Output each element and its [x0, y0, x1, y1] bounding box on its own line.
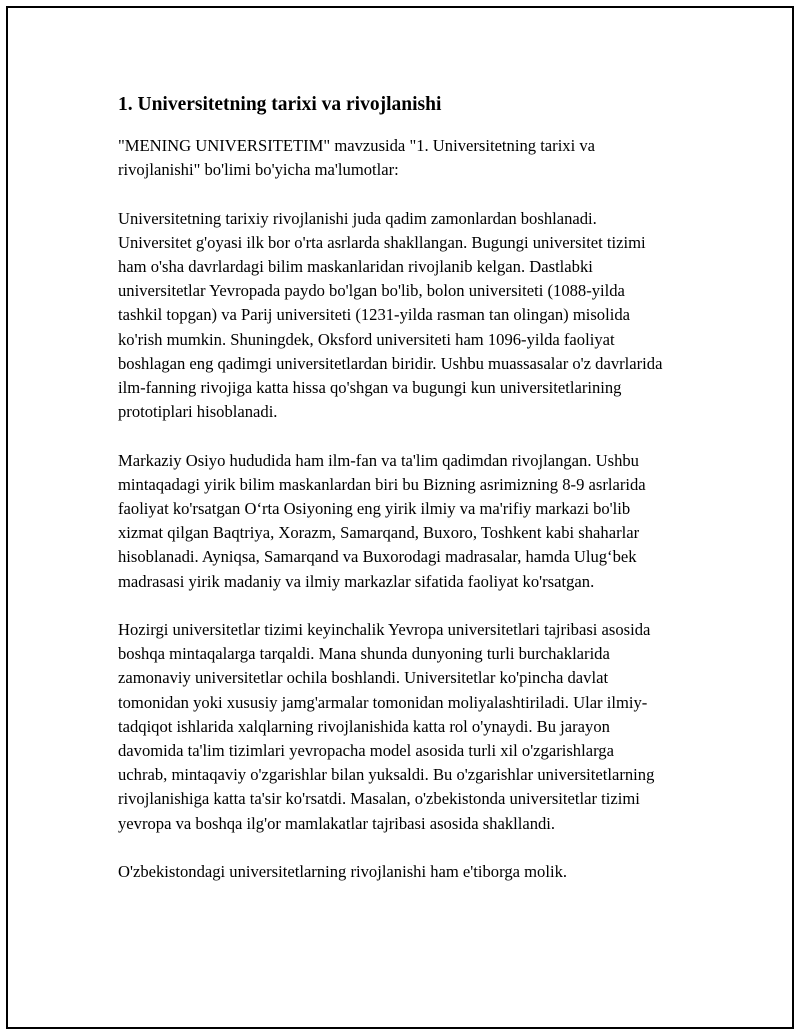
document-body [118, 92, 663, 908]
modern-universities-paragraph: Hozirgi universitetlar tizimi keyinchalik Yevropa universitetlari tajribasi asosida boshqa mintaqalarga tarqaldi. Mana shunda dunyoning turli burchaklarida zamonaviy universitetlar ochila boshlandi. Universitetlar ko'pincha davlat tomonidan yoki xususiy jamg'armalar tomonidan moliyalashtiriladi. Ular ilmiy-tadqiqot ishlarida xalqlarning rivojlanishida katta rol o'ynaydi. Bu jarayon davomida ta'lim tizimlari yevropacha model asosida turli xil o'zgarishlarga uchrab, mintaqaviy o'zgarishlar bilan yuksaldi. Bu o'zgarishlar universitetlarning rivojlanishiga katta ta'sir ko'rsatdi. Masalan, o'zbekistonda universitetlar tizimi yevropa va boshqa ilg'or mamlakatlar tajribasi asosida shakllandi. [118, 620, 655, 833]
history-paragraph: Universitetning tarixiy rivojlanishi juda qadim zamonlardan boshlanadi. Universitet g'oyasi ilk bor o'rta asrlarda shakllangan. Bugungi universitet tizimi ham o'sha davrlardagi bilim maskanlaridan rivojlanib kelgan. Dastlabki universitetlar Yevropada paydo bo'lgan bo'lib, bolon universiteti (1088-yilda tashkil topgan) va Parij universiteti (1231-yilda rasman tan olingan) misolida ko'rish mumkin. Shuningdek, Oksford universiteti ham 1096-yilda faoliyat boshlagan eng qadimgi universitetlardan biridir. Ushbu muassasalar o'z davrlarida ilm-fanning rivojiga katta hissa qo'shgan va bugungi kun universitetlarining prototiplari hisoblanadi. [118, 208, 663, 422]
central-asia-paragraph: Markaziy Osiyo hududida ham ilm-fan va ta'lim qadimdan rivojlangan. Ushbu mintaqadagi yirik bilim maskanlardan biri bu Bizning asrimizning 8-9 asrlarida faoliyat ko'rsatgan O‘rta Osiyoning eng yirik ilmiy va ma'rifiy markazi bo'lib xizmat qilgan Baqtriya, Xorazm, Samarqand, Buxoro, Toshkent kabi shaharlar hisoblanadi. Ayniqsa, Samarqand va Buxorodagi madrasalar, hamda Ulug‘bek madrasasi yirik madaniy va ilmiy markazlar sifatida faoliyat ko'rsatgan. [118, 450, 646, 591]
section-heading: 1. Universitetning tarixi va rivojlanishi [118, 94, 442, 115]
uzbekistan-paragraph: O'zbekistondagi universitetlarning rivojlanishi ham e'tiborga molik. [118, 862, 568, 882]
intro-paragraph: "MENING UNIVERSITETIM" mavzusida "1. Universitetning tarixi va rivojlanishi" bo'limi bo'yicha ma'lumotlar: [118, 136, 596, 180]
